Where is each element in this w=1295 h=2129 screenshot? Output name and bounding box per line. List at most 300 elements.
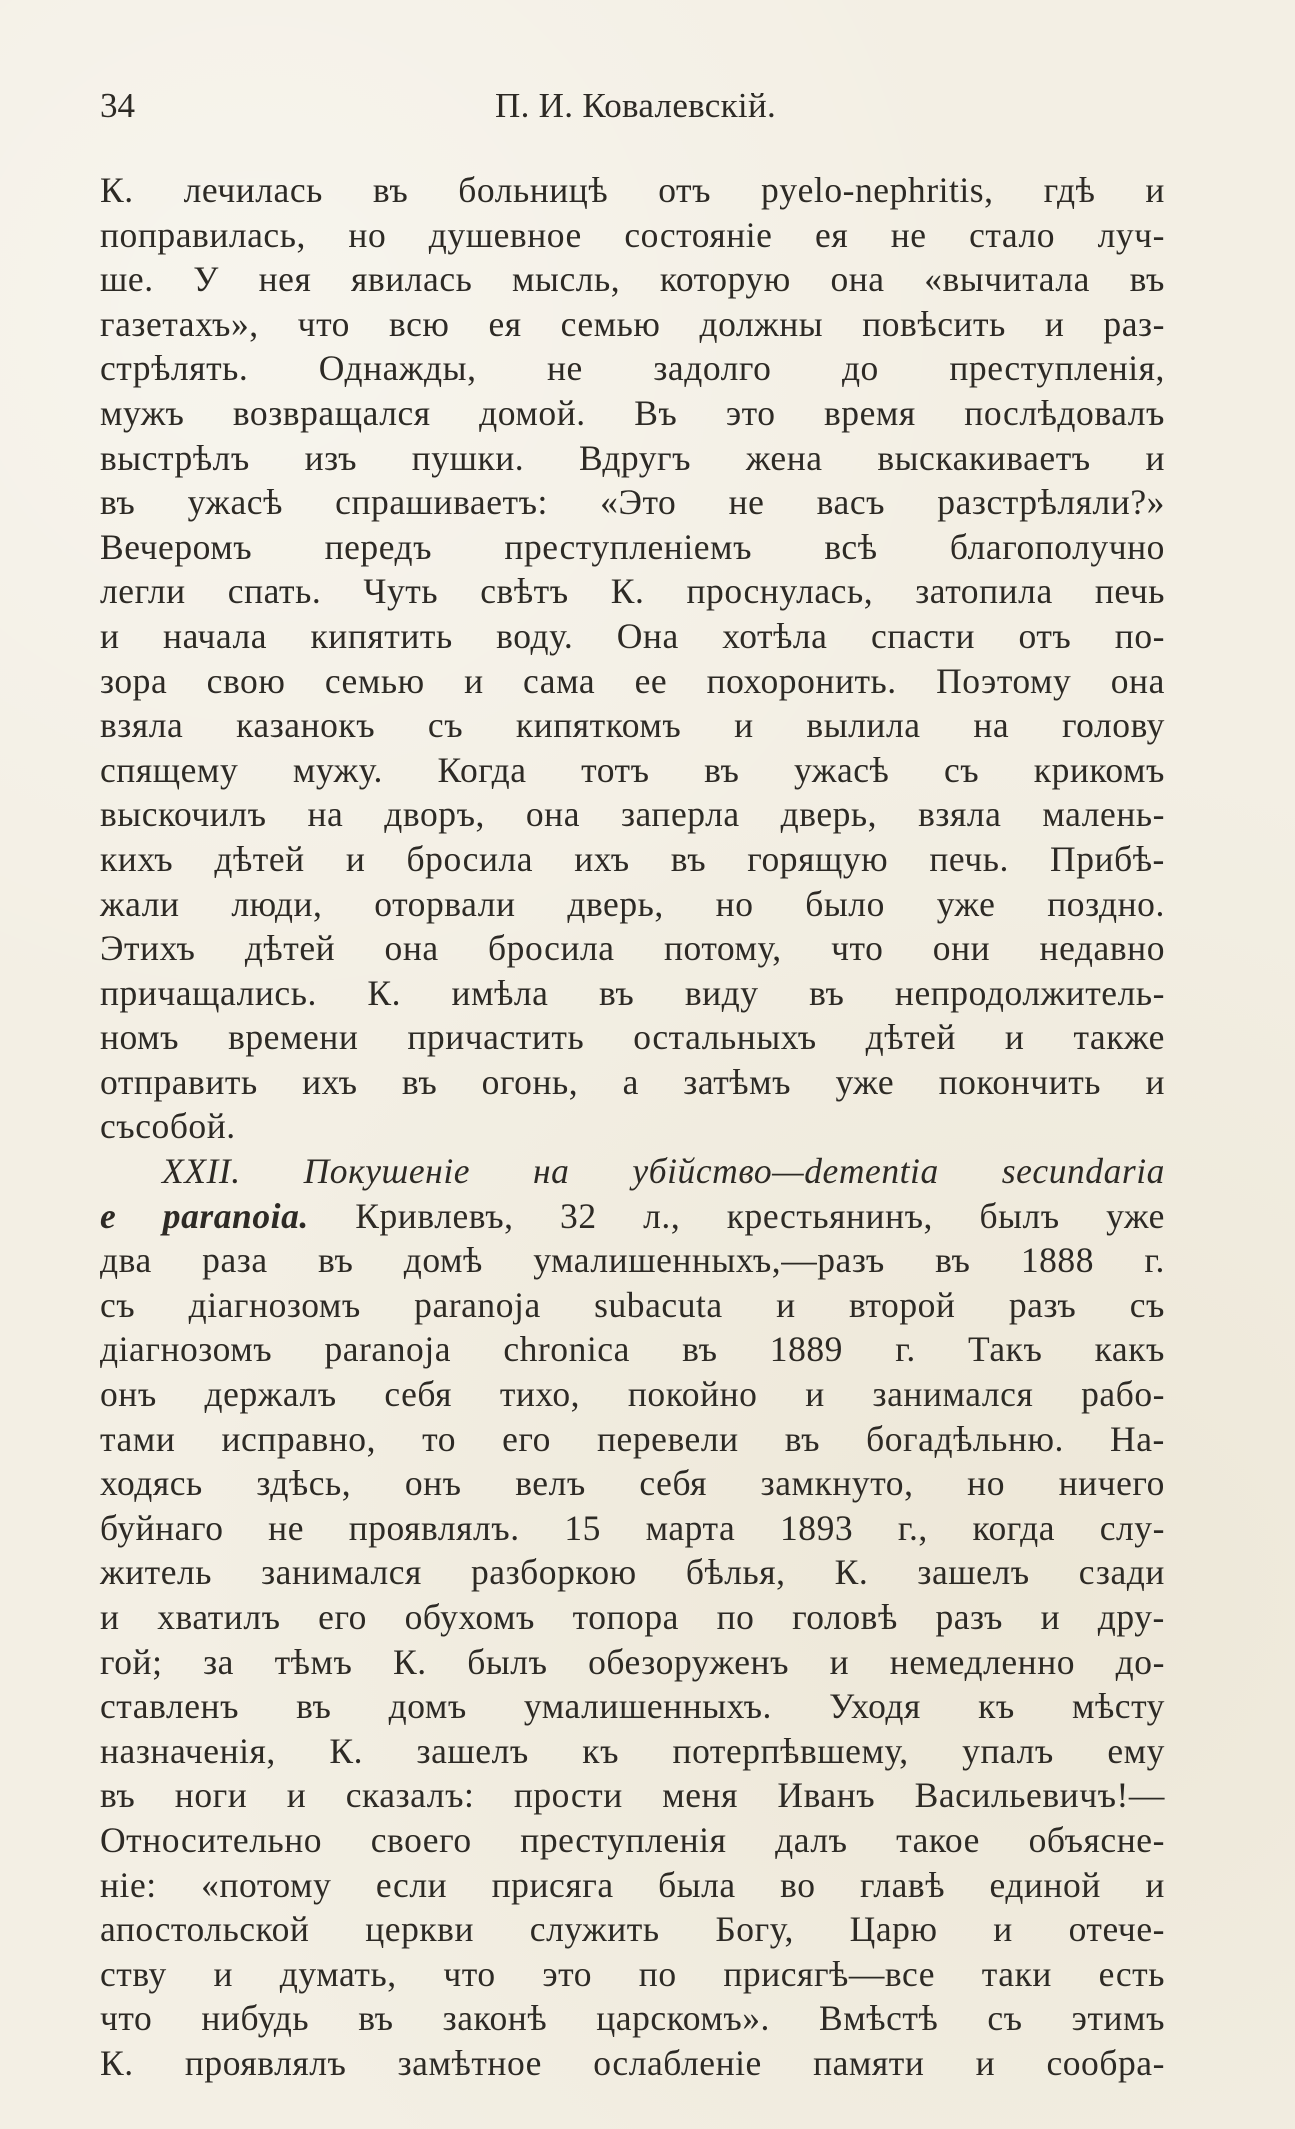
- text-word: и: [1145, 170, 1165, 210]
- text-word: paranoja: [414, 1284, 541, 1325]
- text-word: Иванъ: [777, 1775, 876, 1816]
- text-word: зашелъ: [917, 1552, 1030, 1593]
- text-word: сказалъ:: [345, 1775, 475, 1816]
- text-word: до: [841, 348, 879, 389]
- text-word: 1888: [1020, 1240, 1095, 1281]
- text-word: объясне-: [1028, 1819, 1165, 1860]
- text-word: убійство—dementia: [632, 1151, 939, 1192]
- text-word: и: [464, 660, 484, 701]
- text-line: [100, 1104, 1165, 1149]
- text-word: всю: [388, 303, 450, 344]
- text-word: въ: [670, 838, 707, 879]
- text-word: и: [345, 838, 366, 879]
- text-word: вылила: [806, 705, 921, 746]
- text-word: ставленъ: [100, 1686, 239, 1727]
- text-line: [100, 302, 1165, 347]
- text-word: есть: [1098, 1953, 1165, 1994]
- text-word: въ: [704, 749, 740, 790]
- text-word: взяла: [918, 794, 1002, 835]
- text-word: служить: [529, 1909, 660, 1950]
- text-word: крикомъ: [1033, 749, 1165, 790]
- text-word: ее: [634, 660, 668, 701]
- text-word: назначенія,: [100, 1730, 276, 1771]
- text-word: причащались.: [100, 972, 317, 1013]
- text-word: печь.: [929, 838, 1009, 879]
- text-word: не: [728, 482, 765, 523]
- text-word: царскомъ».: [596, 1998, 770, 2039]
- text-word: богадѣльню.: [866, 1418, 1064, 1459]
- text-word: покойно: [627, 1374, 758, 1415]
- text-word: У: [193, 259, 219, 300]
- text-word: когда: [972, 1507, 1056, 1548]
- text-word: и: [286, 1775, 307, 1816]
- text-word: въ: [809, 972, 845, 1013]
- text-word: взяла: [100, 705, 184, 746]
- text-word: ходясь: [100, 1463, 203, 1504]
- text-word: тотъ: [581, 749, 650, 790]
- text-word: воду.: [496, 615, 574, 656]
- text-word: Она: [616, 615, 679, 656]
- text-word: затопила: [915, 571, 1053, 612]
- text-line: [100, 882, 1165, 927]
- text-word: къ: [978, 1686, 1015, 1727]
- text-word: душевное: [428, 214, 582, 255]
- text-word: таки: [981, 1953, 1052, 1994]
- text-word: chronica: [503, 1329, 630, 1370]
- text-word: занимался: [261, 1552, 422, 1593]
- text-word: въ: [100, 1775, 136, 1816]
- text-word: печь: [1094, 571, 1165, 612]
- text-word: paranoja: [324, 1329, 452, 1370]
- text-line: [100, 1149, 1165, 1194]
- text-word: въ: [318, 1240, 354, 1281]
- text-word: 1889: [769, 1329, 843, 1370]
- text-word: зора: [100, 660, 168, 701]
- text-line: [100, 1684, 1165, 1729]
- text-word: и: [1004, 1017, 1025, 1058]
- text-word: немедленно: [889, 1641, 1076, 1682]
- text-word: начала: [163, 615, 268, 656]
- text-word: бросила: [488, 928, 615, 969]
- text-word: уже: [1106, 1195, 1165, 1236]
- text-word: онъ: [404, 1463, 462, 1504]
- text-line: [100, 748, 1165, 793]
- text-line: [100, 1417, 1165, 1462]
- text-word: въ: [358, 1998, 394, 2039]
- text-word: свою: [206, 660, 286, 701]
- text-word: и: [1044, 303, 1065, 344]
- text-word: ничего: [1058, 1463, 1165, 1504]
- text-word: нея: [258, 259, 312, 300]
- text-line: [100, 257, 1165, 302]
- text-word: діагнозомъ: [188, 1284, 361, 1325]
- text-word: сзади: [1078, 1552, 1165, 1593]
- text-word: своего: [370, 1819, 472, 1860]
- text-word: съ: [100, 1284, 136, 1325]
- text-word: ему: [1107, 1730, 1165, 1771]
- text-word: перевели: [596, 1418, 739, 1459]
- text-word: слу-: [1099, 1507, 1165, 1548]
- text-word: легли: [100, 571, 186, 612]
- text-word: Кривлевъ,: [355, 1195, 514, 1236]
- text-word: былъ: [467, 1641, 548, 1682]
- text-word: л.,: [643, 1195, 681, 1236]
- text-word: недавно: [1039, 928, 1165, 969]
- text-word: и: [975, 2042, 996, 2083]
- text-word: буйнаго: [100, 1507, 224, 1548]
- text-word: разъ: [935, 1597, 1003, 1637]
- text-word: paranoia.: [162, 1195, 309, 1236]
- text-word: сама: [523, 660, 596, 701]
- text-word: кипятить: [310, 615, 453, 656]
- text-word: 15: [564, 1507, 601, 1548]
- text-word: «вычитала: [924, 259, 1090, 300]
- text-word: проявлялъ: [184, 2042, 347, 2083]
- text-word: pyelo-nephritis,: [761, 170, 994, 210]
- text-word: бѣлья,: [685, 1552, 786, 1593]
- text-word: «Это: [600, 482, 677, 523]
- text-word: единой: [989, 1864, 1101, 1905]
- text-line: [100, 926, 1165, 971]
- text-word: съ: [100, 1106, 136, 1147]
- text-word: состояніе: [624, 214, 773, 255]
- text-word: ея: [488, 303, 522, 344]
- text-word: г.,: [897, 1507, 928, 1548]
- text-word: она: [830, 259, 885, 300]
- text-word: въ: [1129, 259, 1165, 300]
- text-word: что: [831, 928, 884, 969]
- text-word: кипяткомъ: [515, 705, 682, 746]
- text-word: она: [1110, 660, 1165, 701]
- text-word: XXII.: [162, 1151, 241, 1192]
- text-word: и: [776, 1284, 796, 1325]
- text-word: думать,: [279, 1953, 397, 1994]
- text-word: не: [890, 214, 927, 255]
- text-word: возвращался: [232, 392, 431, 433]
- text-word: горящую: [747, 838, 889, 879]
- text-word: ихъ: [574, 838, 630, 879]
- text-word: газетахъ»,: [100, 303, 259, 344]
- text-line: [100, 525, 1165, 570]
- text-word: Покушеніе: [303, 1151, 471, 1192]
- text-line: [100, 1283, 1165, 1328]
- text-word: Этихъ: [100, 928, 196, 969]
- text-word: subacuta: [594, 1284, 723, 1325]
- text-line: [100, 1461, 1165, 1506]
- text-word: потерпѣвшему,: [672, 1730, 909, 1771]
- text-line: [100, 1996, 1165, 2041]
- text-word: разборкою: [471, 1552, 637, 1593]
- text-word: меня: [662, 1775, 738, 1816]
- text-word: огонь,: [481, 1061, 579, 1102]
- text-word: что: [100, 1998, 153, 2039]
- text-word: и: [1145, 437, 1165, 478]
- text-word: онъ: [100, 1374, 157, 1415]
- text-word: здѣсь,: [256, 1463, 352, 1504]
- text-line: [100, 213, 1165, 258]
- text-line: [100, 1818, 1165, 1863]
- text-word: обезоруженъ: [588, 1641, 789, 1682]
- running-head: П. И. Ковалевскій.: [495, 86, 777, 125]
- text-word: въ: [784, 1418, 821, 1459]
- text-word: e: [100, 1195, 117, 1236]
- text-word: стало: [969, 214, 1056, 255]
- text-word: церкви: [365, 1909, 475, 1950]
- text-word: задолго: [653, 348, 772, 389]
- text-word: К.: [100, 2042, 134, 2083]
- text-word: Однажды,: [318, 348, 477, 389]
- text-word: ніе:: [100, 1864, 157, 1905]
- text-word: спасти: [870, 615, 976, 656]
- text-line: [100, 1773, 1165, 1818]
- text-word: должны: [699, 303, 824, 344]
- text-word: на: [307, 794, 344, 835]
- text-word: тѣмъ: [274, 1641, 353, 1682]
- text-word: она: [525, 794, 581, 835]
- text-word: дѣтей: [865, 1017, 956, 1058]
- text-word: которую: [659, 259, 791, 300]
- text-word: Вечеромъ: [100, 526, 253, 567]
- text-word: такое: [896, 1819, 980, 1860]
- text-word: спящему: [100, 749, 239, 790]
- text-word: проснулась,: [686, 571, 874, 612]
- text-word: также: [1073, 1017, 1165, 1058]
- text-word: въ: [598, 972, 635, 1013]
- text-word: по-: [1114, 615, 1165, 656]
- text-word: была: [658, 1864, 736, 1905]
- text-word: и: [805, 1374, 825, 1415]
- text-word: въ: [682, 1329, 718, 1370]
- text-word: замкнуто,: [760, 1463, 914, 1504]
- text-word: это: [542, 1953, 593, 1994]
- page-header: [100, 82, 1165, 130]
- text-word: памяти: [813, 2042, 925, 2083]
- text-word: мѣсту: [1071, 1686, 1165, 1727]
- text-line: [100, 703, 1165, 748]
- text-word: послѣдовалъ: [964, 392, 1165, 433]
- text-word: Уходя: [829, 1686, 921, 1727]
- text-word: въ: [296, 1686, 332, 1727]
- text-word: пушки.: [411, 437, 525, 478]
- text-word: преступленія: [520, 1819, 727, 1860]
- text-word: ужасѣ: [794, 749, 890, 790]
- text-word: «потому: [201, 1864, 332, 1905]
- text-line: [100, 2041, 1165, 2086]
- text-word: потому,: [663, 928, 782, 969]
- text-word: домъ: [388, 1686, 467, 1727]
- text-word: спать.: [227, 571, 322, 612]
- text-word: законѣ: [442, 1998, 548, 2039]
- text-word: раз-: [1103, 303, 1165, 344]
- text-word: повѣсить: [862, 303, 1006, 344]
- text-word: Такъ: [968, 1329, 1043, 1370]
- text-word: ноги: [174, 1775, 248, 1816]
- text-word: голову: [1061, 705, 1165, 746]
- text-word: если: [375, 1864, 448, 1905]
- text-line: [100, 1506, 1165, 1551]
- text-word: семью: [324, 660, 425, 701]
- text-word: отъ: [1018, 615, 1072, 656]
- text-word: поправилась,: [100, 214, 306, 255]
- text-word: домѣ: [403, 1240, 483, 1281]
- text-word: собой.: [135, 1106, 236, 1147]
- text-word: Поэтому: [936, 660, 1072, 701]
- text-line: [100, 391, 1165, 436]
- text-word: Относительно: [100, 1819, 323, 1860]
- text-word: кихъ: [100, 838, 174, 879]
- text-word: г.: [895, 1329, 916, 1370]
- text-word: на: [533, 1151, 570, 1192]
- text-line: [100, 614, 1165, 659]
- text-word: К.: [834, 1552, 869, 1593]
- text-word: рабо-: [1081, 1374, 1165, 1415]
- text-word: ужасѣ: [187, 482, 283, 523]
- text-word: преступленія,: [949, 348, 1165, 389]
- text-word: не: [546, 348, 583, 389]
- text-word: Царю: [849, 1909, 938, 1950]
- text-word: всѣ: [824, 526, 878, 567]
- text-word: сообра-: [1046, 2042, 1165, 2083]
- text-line: [100, 1729, 1165, 1774]
- text-word: два: [100, 1240, 152, 1281]
- text-word: отправить: [100, 1061, 258, 1102]
- text-word: тами: [100, 1418, 176, 1459]
- text-word: по: [638, 1953, 677, 1994]
- text-line: [100, 1863, 1165, 1908]
- text-word: Въ: [634, 392, 678, 433]
- text-word: и: [1145, 1061, 1165, 1102]
- text-word: зашелъ: [416, 1730, 529, 1771]
- text-word: больницѣ: [458, 170, 609, 210]
- text-word: жали: [100, 883, 180, 924]
- text-line: [100, 1550, 1165, 1595]
- text-word: люди,: [231, 883, 323, 924]
- text-line: [100, 436, 1165, 481]
- body-text: [100, 168, 1165, 2086]
- text-word: отъ: [658, 170, 711, 210]
- text-word: мысль,: [512, 259, 621, 300]
- text-word: съ: [943, 749, 980, 790]
- text-word: себя: [384, 1374, 453, 1415]
- text-word: головѣ: [792, 1597, 898, 1637]
- text-word: прости: [513, 1775, 623, 1816]
- text-word: Вмѣстѣ: [819, 1998, 939, 2039]
- text-word: и: [829, 1641, 850, 1682]
- text-word: изъ: [304, 437, 357, 478]
- text-word: Богу,: [715, 1909, 794, 1950]
- text-word: хотѣла: [722, 615, 828, 656]
- text-word: упалъ: [962, 1730, 1054, 1771]
- text-word: но: [348, 214, 387, 255]
- text-word: по: [716, 1597, 755, 1637]
- text-line: [100, 1595, 1165, 1640]
- text-word: далъ: [775, 1819, 848, 1860]
- text-word: гой;: [100, 1641, 163, 1682]
- text-word: къ: [582, 1730, 620, 1771]
- text-word: К.: [100, 170, 134, 210]
- text-word: казанокъ: [236, 705, 376, 746]
- text-word: свѣтъ: [480, 571, 569, 612]
- text-word: ея: [815, 214, 849, 255]
- text-word: Чуть: [363, 571, 439, 612]
- text-word: затѣмъ: [683, 1061, 792, 1102]
- text-word: это: [725, 392, 776, 433]
- text-word: дверь,: [780, 794, 878, 835]
- text-word: проявлялъ.: [348, 1507, 520, 1548]
- text-word: покончить: [938, 1061, 1102, 1102]
- text-word: время: [823, 392, 916, 433]
- text-word: себя: [639, 1463, 708, 1504]
- text-word: луч-: [1097, 214, 1165, 255]
- text-word: К.: [329, 1730, 364, 1771]
- text-word: велъ: [515, 1463, 586, 1504]
- text-word: преступленіемъ: [504, 526, 752, 567]
- text-word: она: [384, 928, 439, 969]
- text-word: былъ: [979, 1195, 1060, 1236]
- text-word: на: [973, 705, 1010, 746]
- text-line: [100, 1327, 1165, 1372]
- text-word: они: [932, 928, 991, 969]
- text-line: [100, 346, 1165, 391]
- text-word: марта: [645, 1507, 736, 1548]
- text-word: бросила: [406, 838, 534, 879]
- text-word: мужу.: [292, 749, 383, 790]
- text-word: но: [967, 1463, 1006, 1504]
- text-word: до-: [1115, 1641, 1165, 1682]
- text-word: имѣла: [451, 972, 549, 1013]
- text-word: гдѣ: [1043, 170, 1096, 210]
- text-word: съ: [427, 705, 464, 746]
- text-word: апостольской: [100, 1909, 310, 1950]
- text-word: что: [297, 303, 350, 344]
- text-line: [100, 1952, 1165, 1997]
- text-word: хватилъ: [157, 1597, 281, 1637]
- text-word: занимался: [872, 1374, 1034, 1415]
- text-line: [100, 792, 1165, 837]
- text-word: явилась: [351, 259, 473, 300]
- text-line: [100, 480, 1165, 525]
- text-word: заперла: [620, 794, 740, 835]
- text-word: разстрѣляли?»: [937, 482, 1165, 523]
- text-word: secundaria: [1001, 1151, 1165, 1192]
- text-word: не: [268, 1507, 305, 1548]
- text-word: 1893: [779, 1507, 854, 1548]
- text-line: [100, 1015, 1165, 1060]
- text-word: стрѣлять.: [100, 348, 249, 389]
- text-word: исправно,: [221, 1418, 377, 1459]
- text-word: времени: [228, 1017, 359, 1058]
- text-word: главѣ: [860, 1864, 946, 1905]
- text-line: [100, 168, 1165, 213]
- text-word: было: [805, 883, 885, 924]
- text-word: и: [100, 615, 120, 656]
- text-word: какъ: [1094, 1329, 1165, 1370]
- text-word: разъ: [1008, 1284, 1077, 1325]
- text-word: домой.: [479, 392, 586, 433]
- text-word: выскочилъ: [100, 794, 267, 835]
- text-word: оторвали: [374, 883, 516, 924]
- text-word: съ: [1129, 1284, 1165, 1325]
- text-word: крестьянинъ,: [726, 1195, 933, 1236]
- text-word: тихо,: [499, 1374, 581, 1415]
- text-line: [100, 837, 1165, 882]
- text-word: въ: [372, 170, 409, 210]
- text-word: и: [100, 1597, 120, 1637]
- text-word: и: [734, 705, 754, 746]
- text-word: умалишенныхъ,—разъ: [533, 1240, 885, 1281]
- text-word: присягѣ—все: [723, 1953, 936, 1994]
- text-word: остальныхъ: [633, 1017, 817, 1058]
